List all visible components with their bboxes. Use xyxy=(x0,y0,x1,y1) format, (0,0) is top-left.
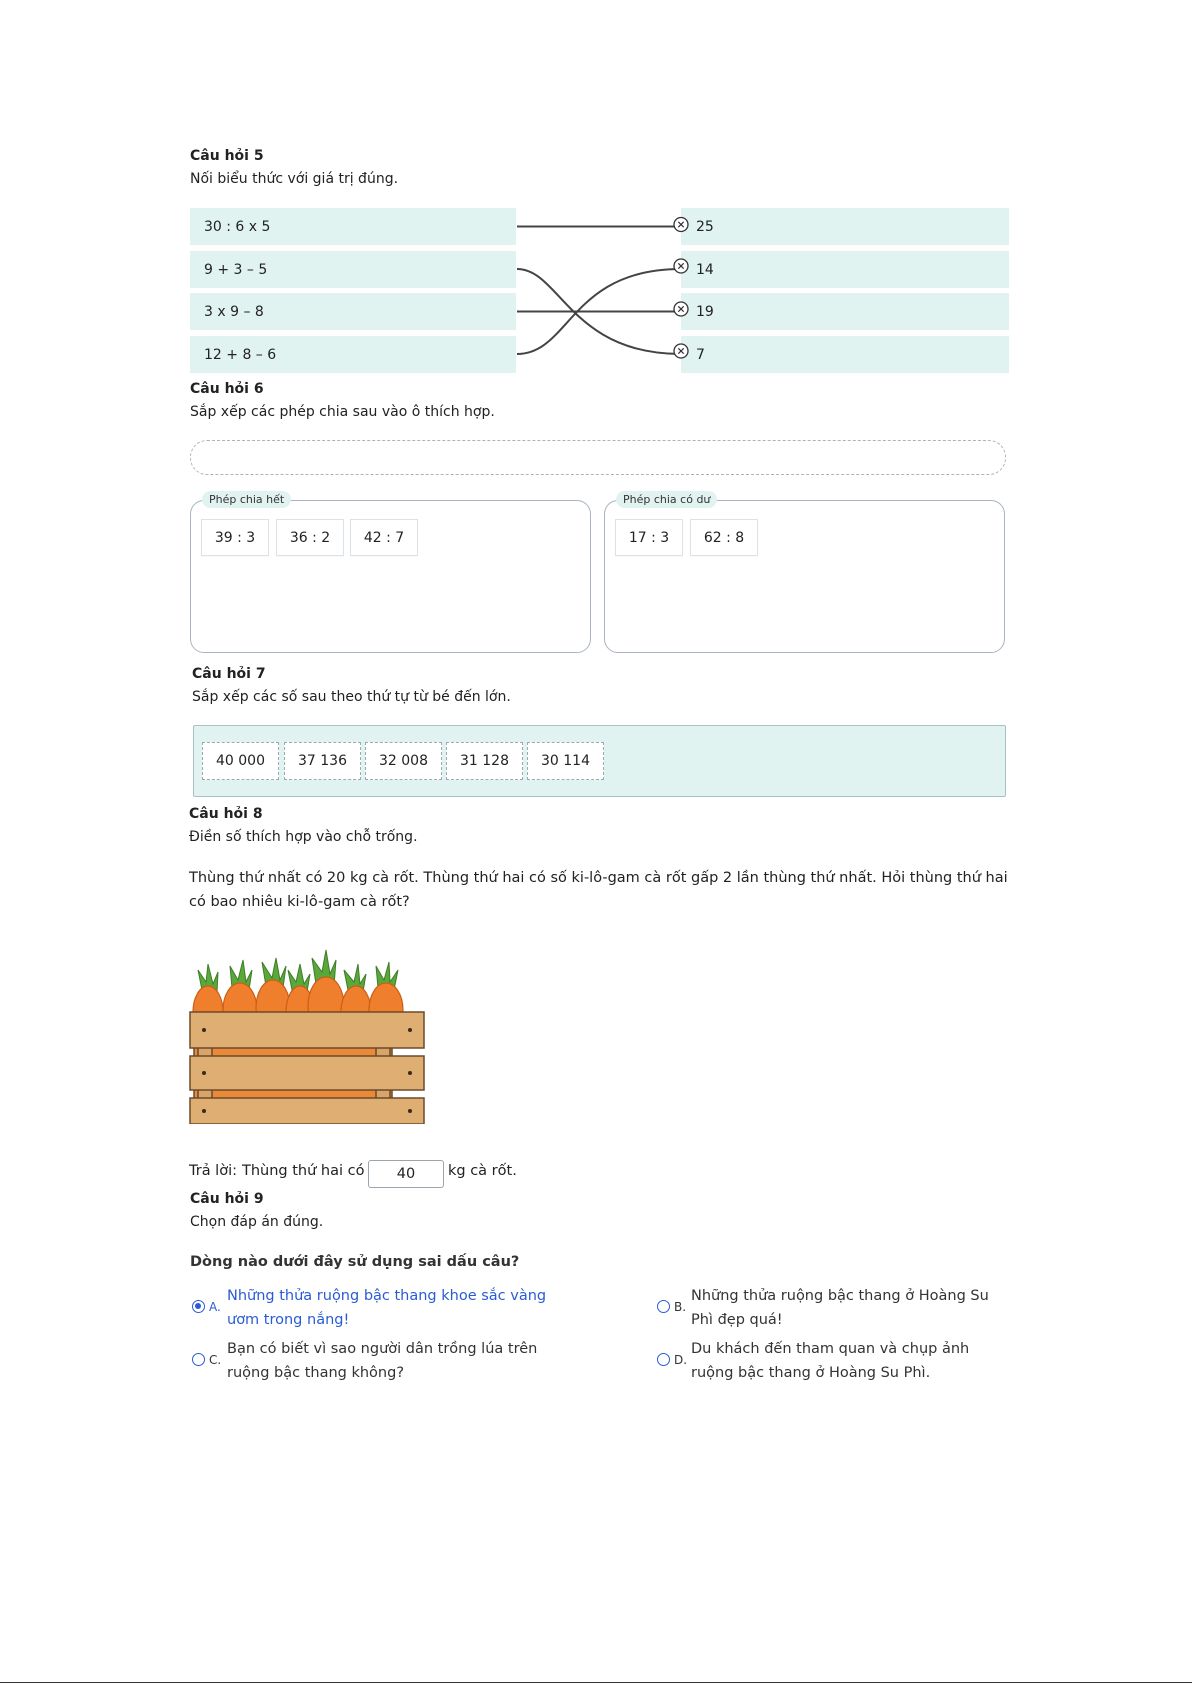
q9-option-a[interactable] xyxy=(190,1284,550,1336)
q6-title: Câu hỏi 6 xyxy=(190,381,264,397)
q5-right-label: 19 xyxy=(696,303,714,320)
q5-left-label: 3 x 9 – 8 xyxy=(204,303,264,320)
q9-option-c[interactable] xyxy=(190,1337,550,1389)
q5-connection-lines xyxy=(0,0,1192,400)
q7-number-chip[interactable]: 37 136 xyxy=(284,742,361,780)
q9-title: Câu hỏi 9 xyxy=(190,1191,264,1207)
page-bottom-rule xyxy=(0,1682,1192,1683)
q5-title: Câu hỏi 5 xyxy=(190,148,264,164)
q7-number-chip[interactable]: 30 114 xyxy=(527,742,604,780)
q6-division-chip[interactable]: 17 : 3 xyxy=(615,519,683,556)
q9-option-letter: B. xyxy=(674,1300,687,1314)
q9-option-d[interactable] xyxy=(655,1337,1015,1389)
q8-title: Câu hỏi 8 xyxy=(189,806,263,822)
q8-problem-text: Thùng thứ nhất có 20 kg cà rốt. Thùng thứ hai có số ki-lô-gam cà rốt gấp 2 lần thùng thứ nhất. Hỏi thùng thứ hai có bao nhiêu ki-lô-gam cà rốt? xyxy=(189,870,1008,910)
q5-right-label: 7 xyxy=(696,346,705,363)
q5-right-label: 14 xyxy=(696,261,714,278)
q6-division-chip[interactable]: 36 : 2 xyxy=(276,519,344,556)
q8-answer-input[interactable]: 40 xyxy=(368,1160,444,1188)
q9-option-letter: D. xyxy=(674,1353,688,1367)
q9-option-text: Những thửa ruộng bậc thang khoe sắc vàng ươm trong nắng! xyxy=(227,1288,547,1328)
q8-answer-prefix: Thùng thứ hai có xyxy=(242,1163,365,1179)
q9-option-letter: C. xyxy=(209,1353,222,1367)
q9-question: Dòng nào dưới đây sử dụng sai dấu câu? xyxy=(190,1254,520,1270)
q7-title: Câu hỏi 7 xyxy=(192,666,266,682)
q6-division-chip[interactable]: 42 : 7 xyxy=(350,519,418,556)
q7-number-chip[interactable]: 32 008 xyxy=(365,742,442,780)
crate-icon xyxy=(190,1012,424,1124)
q7-number-chip[interactable]: 31 128 xyxy=(446,742,523,780)
remove-connection-icon[interactable] xyxy=(674,218,688,232)
q5-right-label: 25 xyxy=(696,218,714,235)
q9-option-b[interactable] xyxy=(655,1284,1015,1336)
q7-number-chip[interactable]: 40 000 xyxy=(202,742,279,780)
q9-option-text: Du khách đến tham quan và chụp ảnh ruộng bậc thang ở Hoàng Su Phì. xyxy=(691,1341,970,1381)
q7-instruction: Sắp xếp các số sau theo thứ tự từ bé đến lớn. xyxy=(192,689,511,705)
q9-option-letter: A. xyxy=(209,1300,221,1314)
remove-connection-icon[interactable] xyxy=(674,344,688,358)
q9-option-text: Bạn có biết vì sao người dân trồng lúa trên ruộng bậc thang không? xyxy=(227,1341,538,1381)
radio-button[interactable] xyxy=(192,1353,205,1366)
q6-division-chip[interactable]: 39 : 3 xyxy=(201,519,269,556)
q5-left-label: 9 + 3 – 5 xyxy=(204,261,268,278)
q9-instruction: Chọn đáp án đúng. xyxy=(190,1214,324,1230)
q8-answer-suffix: kg cà rốt. xyxy=(448,1163,517,1179)
remove-connection-icon[interactable] xyxy=(674,259,688,273)
q6-group1-label: Phép chia hết xyxy=(202,491,291,508)
q6-instruction: Sắp xếp các phép chia sau vào ô thích hợp. xyxy=(190,404,495,420)
q5-left-label: 12 + 8 – 6 xyxy=(204,346,277,363)
q6-division-chip[interactable]: 62 : 8 xyxy=(690,519,758,556)
remove-connection-icon[interactable] xyxy=(674,302,688,316)
q9-option-text: Những thửa ruộng bậc thang ở Hoàng Su Phì đẹp quá! xyxy=(691,1288,989,1328)
q5-instruction: Nối biểu thức với giá trị đúng. xyxy=(190,171,399,187)
q6-group2-label: Phép chia có dư xyxy=(616,491,717,508)
q8-instruction: Điền số thích hợp vào chỗ trống. xyxy=(189,829,418,845)
carrot-crate-illustration xyxy=(188,940,426,1124)
q6-source-dropzone[interactable] xyxy=(190,440,1006,475)
radio-button[interactable] xyxy=(657,1300,670,1313)
radio-button[interactable] xyxy=(657,1353,670,1366)
radio-button-selected[interactable] xyxy=(192,1300,205,1313)
q5-left-label: 30 : 6 x 5 xyxy=(204,218,271,235)
q8-answer-label: Trả lời: xyxy=(189,1163,237,1179)
